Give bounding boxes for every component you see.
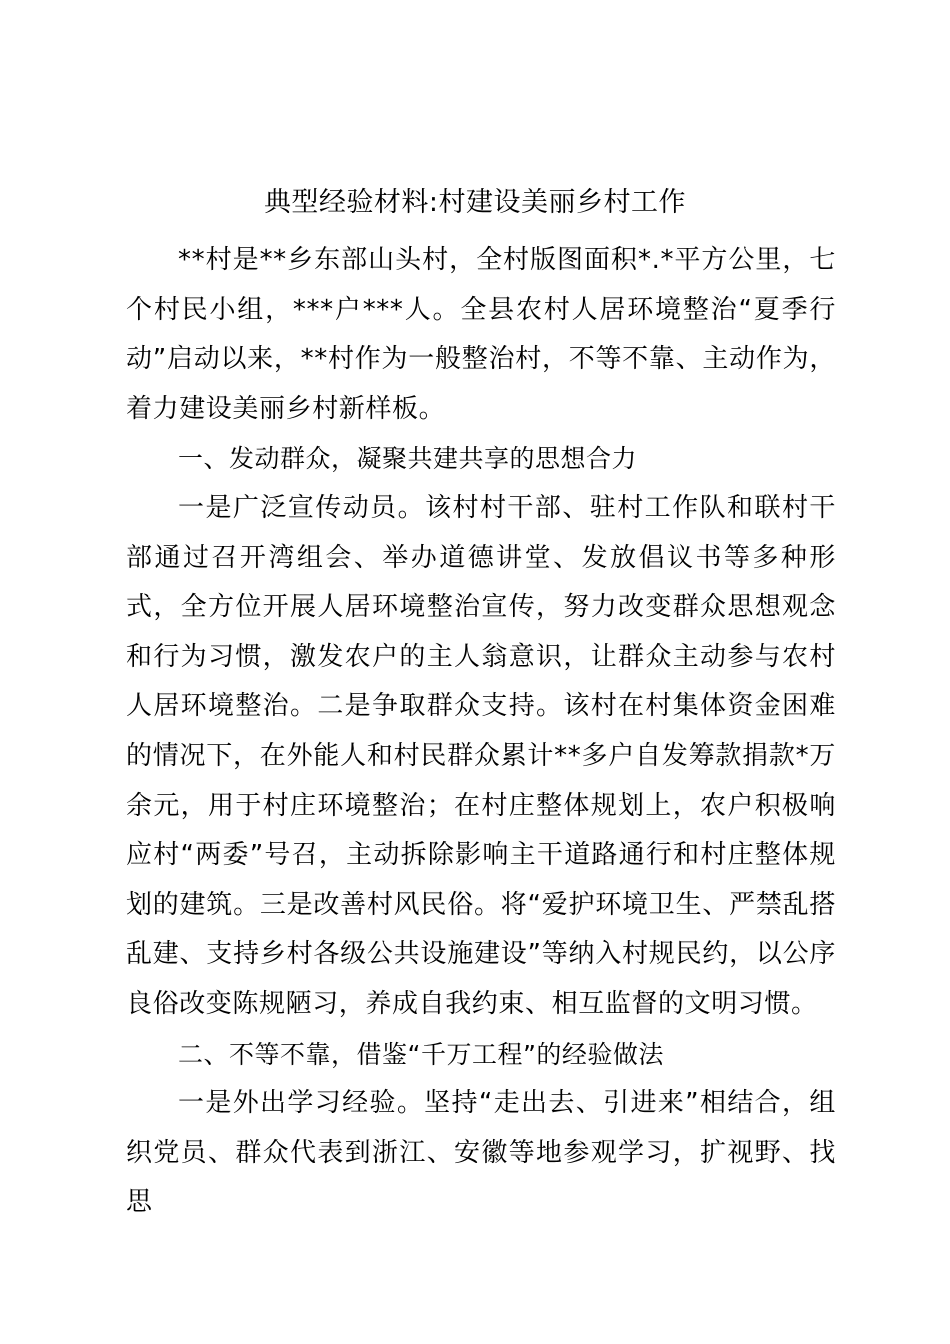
section-1-paragraph: 一是广泛宣传动员。该村村干部、驻村工作队和联村干部通过召开湾组会、举办道德讲堂、发放倡议书等多种形式，全方位开展人居环境整治宣传，努力改变群众思想观念和行为习惯，激发农户的主人翁意识，让群众主动参与农村人居环境整治。二是争取群众支持。该村在村集体资金困难的情况下，在外能人和村民群众累计**多户自发筹款捐款*万余元，用于村庄环境整治；在村庄整体规划上，农户积极响应村“两委”号召，主动拆除影响主干道路通行和村庄整体规划的建筑。三是改善村风民俗。将“爱护环境卫生、严禁乱搭乱建、支持乡村各级公共设施建设”等纳入村规民约，以公序良俗改变陈规陋习，养成自我约束、相互监督的文明习惯。: [126, 492, 836, 1019]
section-1-heading: 一、发动群众，凝聚共建共享的思想合力: [178, 444, 638, 474]
document-body: [126, 236, 836, 1228]
intro-paragraph: **村是**乡东部山头村，全村版图面积*.*平方公里，七个村民小组，***户***人。全县农村人居环境整治“夏季行动”启动以来，**村作为一般整治村，不等不靠、主动作为，着力建设美丽乡村新样板。: [126, 245, 836, 424]
section-2-paragraph: 一是外出学习经验。坚持“走出去、引进来”相结合，组织党员、群众代表到浙江、安徽等地参观学习，扩视野、找思: [126, 1088, 836, 1218]
document-title: 典型经验材料:村建设美丽乡村工作: [263, 187, 687, 218]
section-2-heading: 二、不等不靠，借鉴“千万工程”的经验做法: [178, 1039, 664, 1069]
